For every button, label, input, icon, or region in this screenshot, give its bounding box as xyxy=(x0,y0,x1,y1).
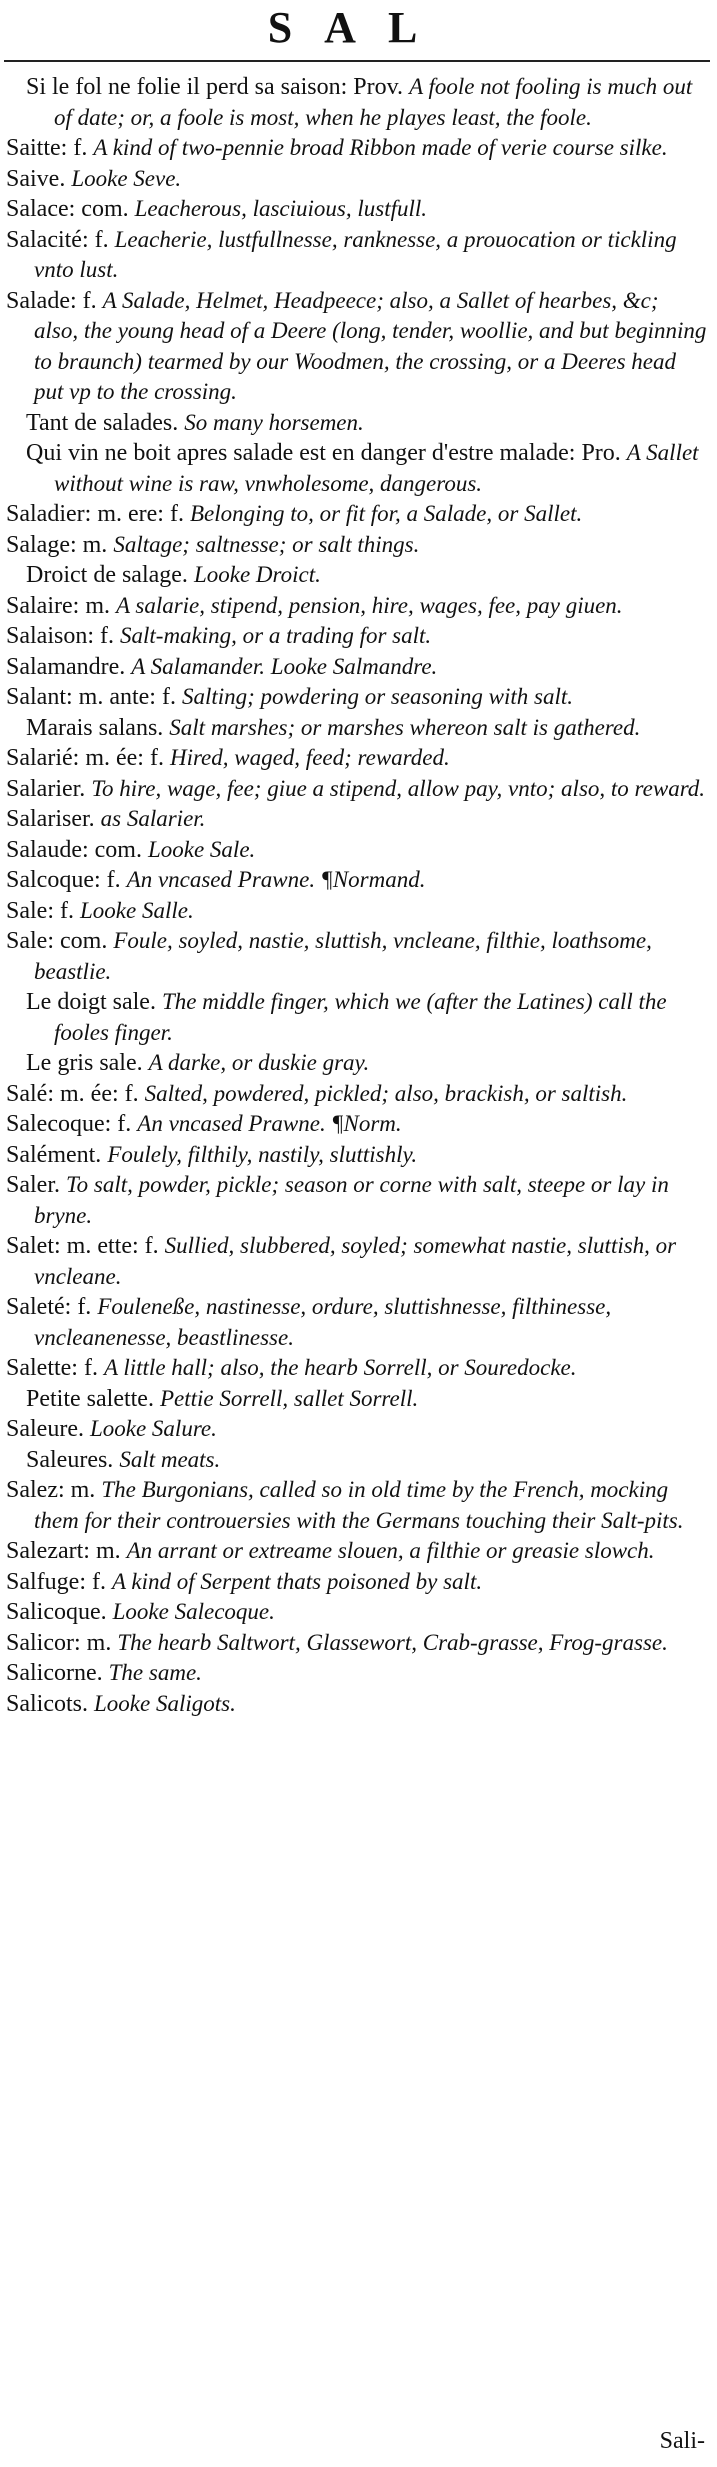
dictionary-entry xyxy=(6,1597,708,1628)
dictionary-entry xyxy=(6,926,708,987)
dictionary-entry xyxy=(6,530,708,561)
entry-definition: A little hall; also, the hearb Sorrell, or Souredocke. xyxy=(103,1355,577,1380)
entry-grammar: f. xyxy=(100,623,114,649)
entry-definition: A salarie, stipend, pension, hire, wages, fee, pay giuen. xyxy=(115,592,623,618)
entry-grammar: m. ée: f. xyxy=(85,745,164,771)
entry-headword: Salezart: xyxy=(6,1538,90,1564)
sub-entry xyxy=(6,1445,708,1476)
entry-grammar: Petite salette. xyxy=(26,1385,154,1412)
entry-definition: An vncased Prawne. ¶Normand. xyxy=(126,867,426,892)
entry-definition: A darke, or duskie gray. xyxy=(148,1050,370,1075)
entry-grammar: m. xyxy=(85,592,110,619)
entry-definition: Looke Salecoque. xyxy=(112,1599,275,1624)
dictionary-entry xyxy=(6,682,708,713)
entry-headword: Salicots. xyxy=(6,1690,88,1717)
dictionary-entry xyxy=(6,1079,708,1110)
dictionary-entry xyxy=(6,1140,708,1171)
entry-definition: A foole not fooling is much out of date; or, a foole is most, when he playes least, the foole. xyxy=(54,74,693,130)
entry-headword: Salette: xyxy=(6,1355,78,1381)
entry-headword: Saler. xyxy=(6,1172,60,1198)
entry-grammar: Le doigt sale. xyxy=(26,989,156,1015)
entry-definition: as Salarier. xyxy=(100,806,206,831)
entry-list xyxy=(6,72,708,1719)
dictionary-entry xyxy=(6,1231,708,1292)
dictionary-entry xyxy=(6,1109,708,1140)
entry-headword: Salicor: xyxy=(6,1629,81,1656)
entry-headword: Salant: xyxy=(6,684,73,710)
entry-headword: Salariser. xyxy=(6,806,95,832)
entry-definition: Sullied, slubbered, soyled; somewhat nastie, sluttish, or vncleane. xyxy=(34,1233,677,1289)
dictionary-entry xyxy=(6,1170,708,1231)
dictionary-entry xyxy=(6,865,708,896)
dictionary-entry xyxy=(6,1628,708,1659)
entry-definition: A Salamander. Looke Salmandre. xyxy=(131,653,438,679)
entry-headword: Salage: xyxy=(6,531,77,558)
entry-definition: The Burgonians, called so in old time by the French, mocking them for their controuersies with the Germans touching their Salt-pits. xyxy=(34,1477,684,1533)
entry-definition: So many horsemen. xyxy=(184,409,364,435)
entry-grammar: f. xyxy=(82,287,97,314)
entry-grammar: Si le fol ne folie il perd sa saison: Prov. xyxy=(26,74,404,100)
entry-headword: Salet: xyxy=(6,1233,61,1259)
entry-headword: Salarié: xyxy=(6,745,80,771)
entry-headword: Salacité: xyxy=(6,226,89,253)
dictionary-entry xyxy=(6,1353,708,1384)
entry-definition: Salt marshes; or marshes whereon salt is gathered. xyxy=(169,714,641,740)
entry-headword: Salcoque: xyxy=(6,867,101,893)
entry-definition: The same. xyxy=(108,1660,202,1685)
entry-grammar: com. xyxy=(94,836,142,863)
entry-definition: To salt, powder, pickle; season or corne with salt, steepe or lay in bryne. xyxy=(34,1172,669,1228)
entry-headword: Salace: xyxy=(6,196,76,222)
entry-grammar: m. xyxy=(86,1629,112,1656)
entry-headword: Salaison: xyxy=(6,623,94,649)
entry-definition: A kind of two-pennie broad Ribbon made of verie course silke. xyxy=(93,135,668,160)
entry-definition: Saltage; saltnesse; or salt things. xyxy=(113,531,420,557)
entry-definition: Salted, powdered, pickled; also, brackish, or saltish. xyxy=(144,1080,628,1106)
dictionary-entry xyxy=(6,225,708,286)
entry-headword: Salecoque: xyxy=(6,1111,112,1137)
entry-grammar: f. xyxy=(91,1568,106,1595)
sub-entry xyxy=(6,560,708,591)
dictionary-entry xyxy=(6,286,708,408)
entry-headword: Salfuge: xyxy=(6,1568,86,1595)
sub-entry xyxy=(6,72,708,133)
entry-grammar: m. ette: f. xyxy=(66,1233,159,1259)
entry-grammar: m. xyxy=(70,1477,96,1503)
entry-headword: Saive. xyxy=(6,165,66,192)
entry-definition: A kind of Serpent thats poisoned by salt. xyxy=(111,1568,483,1594)
entry-definition: Foulely, filthily, nastily, sluttishly. xyxy=(107,1141,418,1167)
entry-definition: Leacherous, lasciuious, lustfull. xyxy=(134,196,428,221)
entry-definition: The hearb Saltwort, Glassewort, Crab-grasse, Frog-grasse. xyxy=(117,1629,668,1655)
dictionary-entry xyxy=(6,804,708,835)
dictionary-entry xyxy=(6,1567,708,1598)
entry-headword: Salaude: xyxy=(6,836,89,863)
entry-definition: Belonging to, or fit for, a Salade, or Sallet. xyxy=(189,501,583,526)
entry-definition: Hired, waged, feed; rewarded. xyxy=(169,745,450,770)
entry-definition: Pettie Sorrell, sallet Sorrell. xyxy=(159,1385,419,1411)
entry-definition: Foule, soyled, nastie, sluttish, vncleane, filthie, loathsome, beastlie. xyxy=(34,928,652,984)
dictionary-entry xyxy=(6,1689,708,1720)
entry-grammar: m. xyxy=(95,1538,121,1564)
entry-grammar: Qui vin ne boit apres salade est en danger d'estre malade: Pro. xyxy=(26,440,621,466)
dictionary-entry xyxy=(6,133,708,164)
entry-definition: Looke Droict. xyxy=(193,562,321,587)
entry-headword: Salade: xyxy=(6,287,77,314)
entry-headword: Salez: xyxy=(6,1477,65,1503)
entry-definition: Looke Seve. xyxy=(71,165,182,191)
dictionary-entry xyxy=(6,743,708,774)
entry-definition: An arrant or extreame slouen, a filthie or greasie slowch. xyxy=(126,1538,655,1563)
entry-grammar: com. xyxy=(60,928,108,954)
entry-grammar: f. xyxy=(73,135,88,161)
sub-entry xyxy=(6,713,708,744)
entry-definition: Looke Salure. xyxy=(89,1416,217,1441)
sub-entry xyxy=(6,1048,708,1079)
entry-grammar: Marais salans. xyxy=(26,714,164,741)
dictionary-entry xyxy=(6,835,708,866)
dictionary-entry xyxy=(6,1658,708,1689)
entry-definition: Salting; powdering or seasoning with salt. xyxy=(181,684,573,709)
entry-definition: Fouleneße, nastinesse, ordure, sluttishnesse, filthinesse, vncleanenesse, beastlinesse. xyxy=(34,1294,612,1350)
dictionary-entry xyxy=(6,1414,708,1445)
dictionary-entry xyxy=(6,774,708,805)
entry-headword: Salément. xyxy=(6,1141,102,1168)
entry-definition: Salt-making, or a trading for salt. xyxy=(120,623,432,648)
entry-definition: Looke Saligots. xyxy=(94,1690,236,1716)
entry-headword: Salaire: xyxy=(6,592,80,619)
entry-headword: Salarier. xyxy=(6,775,86,802)
entry-grammar: m. xyxy=(82,531,108,558)
entry-headword: Sale: xyxy=(6,897,54,924)
dictionary-entry xyxy=(6,499,708,530)
entry-grammar: Le gris sale. xyxy=(26,1050,143,1076)
entry-grammar: f. xyxy=(106,867,121,893)
entry-definition: An vncased Prawne. ¶Norm. xyxy=(137,1111,402,1136)
entry-headword: Saleure. xyxy=(6,1416,84,1442)
entry-definition: Salt meats. xyxy=(119,1446,221,1472)
dictionary-entry xyxy=(6,194,708,225)
dictionary-entry xyxy=(6,1475,708,1536)
sub-entry xyxy=(6,408,708,439)
entry-headword: Saleté: xyxy=(6,1294,72,1320)
entry-definition: A Sallet without wine is raw, vnwholesome, dangerous. xyxy=(54,440,699,496)
dictionary-entry xyxy=(6,621,708,652)
dictionary-entry xyxy=(6,164,708,195)
entry-headword: Salamandre. xyxy=(6,653,126,680)
entry-definition: Looke Sale. xyxy=(147,836,256,862)
entry-headword: Salicorne. xyxy=(6,1660,103,1686)
sub-entry xyxy=(6,987,708,1048)
entry-definition: Looke Salle. xyxy=(80,897,194,923)
entry-grammar: f. xyxy=(83,1355,98,1381)
header-rule xyxy=(4,60,710,62)
entry-headword: Sale: xyxy=(6,928,54,954)
dictionary-entry xyxy=(6,652,708,683)
entry-definition: Leacherie, lustfullnesse, ranknesse, a prouocation or tickling vnto lust. xyxy=(34,226,677,282)
entry-headword: Saitte: xyxy=(6,135,68,161)
entry-grammar: f. xyxy=(60,897,74,924)
entry-definition: A Salade, Helmet, Headpeece; also, a Sallet of hearbes, &c; also, the young head of a Deere (long, tender, woollie, and but beginning to braunch) tearmed by our Woodmen, the crossing, or a Deeres head put vp to the crossing. xyxy=(34,287,707,404)
dictionary-entry xyxy=(6,896,708,927)
entry-grammar: m. ante: f. xyxy=(78,684,176,710)
dictionary-entry xyxy=(6,1536,708,1567)
entry-grammar: com. xyxy=(81,196,129,222)
entry-grammar: f. xyxy=(77,1294,92,1320)
entry-grammar: f. xyxy=(94,226,109,253)
dictionary-entry xyxy=(6,591,708,622)
sub-entry xyxy=(6,1384,708,1415)
entry-headword: Salicoque. xyxy=(6,1599,107,1625)
catchword: Sali- xyxy=(659,2428,705,2454)
entry-grammar: m. ée: f. xyxy=(60,1080,139,1107)
sub-entry xyxy=(6,438,708,499)
entry-grammar: f. xyxy=(117,1111,132,1137)
dictionary-entry xyxy=(6,1292,708,1353)
entry-headword: Salé: xyxy=(6,1080,54,1107)
entry-grammar: Saleures. xyxy=(26,1446,114,1473)
entry-definition: To hire, wage, fee; giue a stipend, allow pay, vnto; also, to reward. xyxy=(91,775,706,801)
entry-headword: Saladier: xyxy=(6,501,92,527)
entry-definition: The middle finger, which we (after the Latines) call the fooles finger. xyxy=(54,989,667,1045)
page-header: SAL xyxy=(267,3,450,52)
entry-grammar: m. ere: f. xyxy=(97,501,184,527)
entry-grammar: Tant de salades. xyxy=(26,409,179,436)
entry-grammar: Droict de salage. xyxy=(26,562,188,588)
